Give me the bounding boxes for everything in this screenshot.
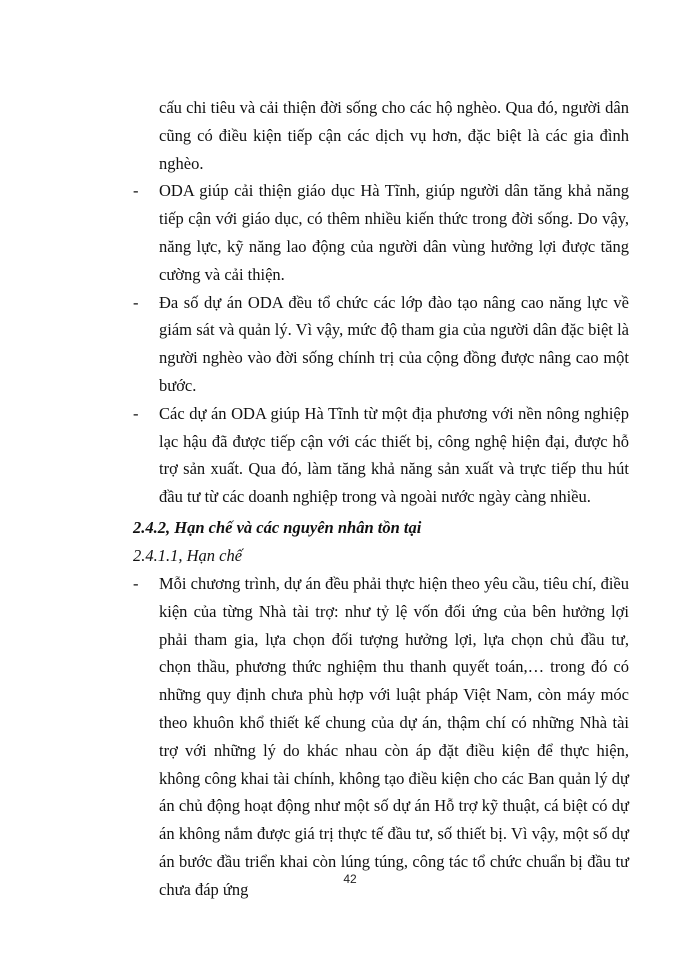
bullet-dash: - [133, 292, 139, 312]
page-number: 42 [343, 872, 357, 886]
bullet-text: Các dự án ODA giúp Hà Tĩnh từ một địa phương với nền nông nghiệp lạc hậu đã được tiếp cận với các thiết bị, công nghệ hiện đại, được hỗ trợ sản xuất. Qua đó, làm tăng khả năng sản xuất và trực tiếp thu hút đầu tư từ các doanh nghiệp trong và ngoài nước ngày càng nhiều. [159, 403, 629, 507]
bullet-text: Đa số dự án ODA đều tổ chức các lớp đào tạo nâng cao năng lực về giám sát và quản lý. Vì vậy, mức độ tham gia của người dân đặc biệt là người nghèo vào đời sống chính trị của cộng đồng được nâng cao một bước. [159, 292, 629, 395]
bullet-text: Mỗi chương trình, dự án đều phải thực hiện theo yêu cầu, tiêu chí, điều kiện của từng Nhà tài trợ: như tỷ lệ vốn đối ứng của bên hưởng lợi phải tham gia, lựa chọn đối tượng hưởng lợi, lựa chọn chủ đầu tư, chọn thầu, phương thức nghiệm thu thanh quyết toán,… trong đó có những quy định chưa phù hợp với luật pháp Việt Nam, còn máy móc theo khuôn khổ thiết kế chung của dự án, thậm chí có những Nhà tài trợ với những lý do khác nhau còn áp đặt điều kiện để thực hiện, không công khai tài chính, không tạo điều kiện cho các Ban quản lý dự án chủ động hoạt động như một số dự án Hỗ trợ kỹ thuật, cá biệt có dự án không nắm được giá trị thực tế đầu tư, số thiết bị. Vì vậy, một số dự án bước đầu triển khai còn lúng túng, công tác tổ chức chuẩn bị đầu tư chưa đáp ứng [159, 573, 629, 899]
bullet-item [133, 570, 629, 904]
bullet-text: ODA giúp cải thiện giáo dục Hà Tĩnh, giúp người dân tăng khả năng tiếp cận với giáo dục, có thêm nhiều kiến thức trong đời sống. Do vậy, năng lực, kỹ năng lao động của người dân vùng hưởng lợi được tăng cường và cải thiện. [159, 181, 629, 284]
bullet-item [133, 289, 629, 400]
bullet-item [133, 400, 629, 511]
section-heading: 2.4.2, Hạn chế và các nguyên nhân tồn tại [133, 517, 422, 537]
subsection-heading: 2.4.1.1, Hạn chế [133, 545, 243, 565]
bullet-item [133, 177, 629, 288]
page-body [133, 94, 629, 904]
continuation-paragraph: cấu chi tiêu và cải thiện đời sống cho các hộ nghèo. Qua đó, người dân cũng có điều kiện tiếp cận các dịch vụ hơn, đặc biệt là các gia đình nghèo. [159, 98, 629, 173]
bullet-dash: - [133, 573, 139, 593]
bullet-dash: - [133, 403, 139, 423]
bullet-dash: - [133, 181, 139, 201]
